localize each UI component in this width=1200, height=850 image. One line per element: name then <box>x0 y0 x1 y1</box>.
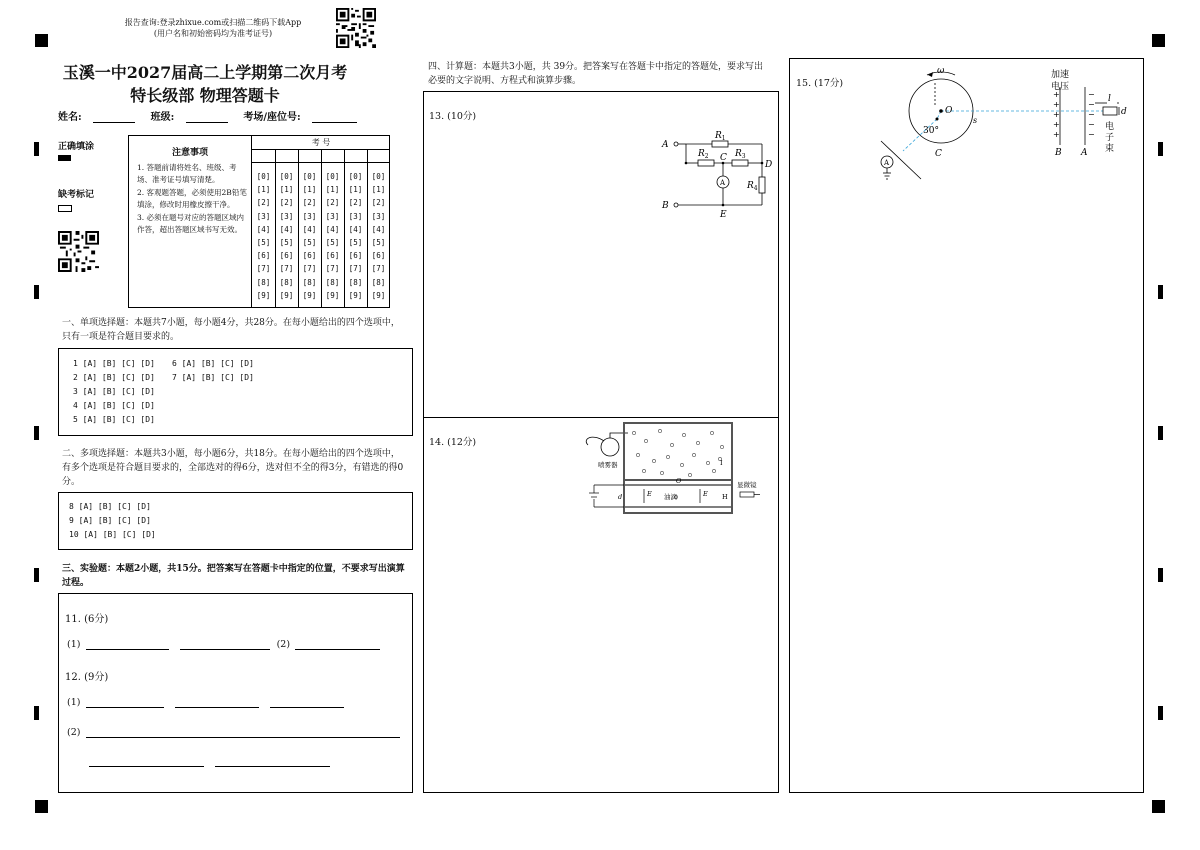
exam-number-heading: 考 号 <box>252 136 390 150</box>
node-label-b: B <box>662 201 669 211</box>
notice-item: 3. 必须在题号对应的答题区域内作答，超出答题区域书写无效。 <box>137 213 245 234</box>
section4-intro: 四、计算题：本题共3小题，共 39分。把答案写在答题卡中指定的答题处，要求写出必要的文字说明、方程式和演算步骤。 <box>428 62 764 86</box>
section2-intro: 二、多项选择题：本题共3小题，每小题6分，共18分。在每小题给出的四个选项中，有多个选项是符合题目要求的，全部选对的得6分，选对但不全的得3分，有错选的得0分。 <box>62 449 404 487</box>
timing-mark <box>1158 426 1163 440</box>
q15-answer-box[interactable] <box>789 58 1144 793</box>
svg-text:+: + <box>1053 120 1060 129</box>
multi-choice-column <box>69 500 156 542</box>
plate-b-label: B <box>1055 148 1062 158</box>
correct-fill-label: 正确填涂 <box>58 142 95 152</box>
q12-blank[interactable] <box>215 756 330 767</box>
resistor-r3-label: $R_3$ <box>735 149 746 160</box>
timing-mark <box>34 568 39 582</box>
corner-mark-tl <box>35 34 48 47</box>
q12-label: 12. (9分) <box>65 672 109 683</box>
choice-row[interactable]: 4 [A] [B] [C] [D] <box>73 401 155 410</box>
point-c-label: C <box>935 149 942 159</box>
electron-beam-label-2: 子 <box>1105 133 1115 143</box>
plate-label-h: H <box>722 493 728 501</box>
corner-mark-tr <box>1152 34 1165 47</box>
correct-fill-example <box>58 155 71 161</box>
svg-text:−: − <box>1088 110 1095 119</box>
class-label: 班级: <box>150 112 175 123</box>
seat-label: 考场/座位号: <box>243 112 301 123</box>
experiment-answer-box <box>58 593 413 793</box>
class-field[interactable] <box>186 112 228 123</box>
q12-blank[interactable] <box>89 756 204 767</box>
svg-text:+: + <box>1053 130 1060 139</box>
node-label-c: C <box>720 153 727 163</box>
q11-blank[interactable] <box>86 639 169 650</box>
student-info-row <box>58 108 357 123</box>
choice-row[interactable]: 8 [A] [B] [C] [D] <box>69 502 151 511</box>
multi-choice-box <box>58 492 413 550</box>
length-l-label: l <box>1108 94 1111 104</box>
q12-part2-answers: (2) <box>67 727 400 738</box>
q12-blank[interactable] <box>270 697 344 708</box>
q12-part1-answers: (1) <box>67 697 344 708</box>
timing-mark <box>34 285 39 299</box>
q13-label: 13. (10分) <box>429 111 477 122</box>
name-field[interactable] <box>93 112 135 123</box>
notice-list <box>137 162 251 236</box>
width-d-label: d <box>1121 107 1127 117</box>
q12-part2-extra <box>89 756 330 767</box>
q14-answer-box[interactable] <box>423 417 779 793</box>
accel-voltage-label-2: 电压 <box>1051 82 1070 92</box>
microscope-label: 显微镜 <box>737 481 757 489</box>
region-label: I <box>720 459 723 467</box>
q15-electron-disk-diagram <box>875 63 1140 193</box>
timing-mark <box>1158 142 1163 156</box>
angle-label: 30° <box>923 126 939 136</box>
resistor-r2-label: $R_2$ <box>698 149 709 160</box>
choice-row[interactable]: 6 [A] [B] [C] [D] <box>172 359 254 368</box>
plate-a-label: A <box>1081 148 1088 158</box>
q13-answer-box[interactable] <box>423 91 779 418</box>
svg-text:+: + <box>1053 110 1060 119</box>
sprayer-label: 喷雾器 <box>598 461 618 469</box>
timing-mark <box>1158 568 1163 582</box>
choice-row[interactable]: 9 [A] [B] [C] [D] <box>69 516 151 525</box>
choice-row[interactable]: 2 [A] [B] [C] [D] <box>73 373 155 382</box>
q14-oil-drop-apparatus <box>574 421 779 516</box>
timing-mark <box>1158 706 1163 720</box>
resistor-r4-label: $R_4$ <box>747 181 758 192</box>
resistor-r1-label: $R_1$ <box>715 131 726 142</box>
single-choice-left-column <box>73 357 155 427</box>
q11-label: 11. (6分) <box>65 614 109 625</box>
corner-mark-bl <box>35 800 48 813</box>
hole-label: O <box>676 477 682 485</box>
section1-intro: 一、单项选择题：本题共7小题，每小题4分，共28分。在每小题给出的四个选项中，只有一项是符合题目要求的。 <box>62 318 400 342</box>
section3-intro: 三、实验题：本题2小题，共15分。把答案写在答题卡中指定的位置，不要求写出演算过程。 <box>62 564 405 588</box>
ammeter-label: A <box>884 159 890 167</box>
svg-text:−: − <box>1088 120 1095 129</box>
svg-text:−: − <box>1088 100 1095 109</box>
page-title: 玉溪一中2027届高二上学期第二次月考 特长级部 物理答题卡 <box>62 63 348 105</box>
single-choice-right-column <box>172 357 254 385</box>
single-choice-box <box>58 348 413 436</box>
electron-beam-label-3: 束 <box>1105 144 1115 154</box>
q13-circuit-diagram <box>654 125 774 220</box>
node-label-d: D <box>765 160 773 170</box>
q11-blank[interactable] <box>295 639 380 650</box>
timing-mark <box>34 706 39 720</box>
center-label: O <box>945 106 953 116</box>
q12-blank[interactable] <box>86 727 400 738</box>
q12-blank[interactable] <box>86 697 164 708</box>
plate-distance-label: d <box>618 493 623 501</box>
absent-label: 缺考标记 <box>58 190 95 200</box>
node-label-a: A <box>662 140 669 150</box>
timing-mark <box>34 142 39 156</box>
notice-item: 1. 答题前请将姓名、班级、考场、准考证号填写清楚。 <box>137 163 237 184</box>
q15-label: 15. (17分) <box>796 78 844 89</box>
exam-number-bubbles[interactable]: [0] [0] [0] [0] [0] [0] [1] [1] [1] [1] [1] [1] [2] [2] [2] [2] [2] [2] [3] [3] [3] [3] [3] [3] [4] [4] [4] [4] [4] [4] [5] [5] [5] [5] [5] [5] [6] [6] [6] [6] [6] [6] [7] [7] [7] [7] [7] [7] [8] [8] [8] [8] [8] [8] [9] [9] [9] [9] [9] [9] <box>256 172 386 300</box>
omega-label: ω <box>937 66 945 76</box>
field-label-left: E <box>647 490 652 498</box>
svg-text:+: + <box>1053 90 1060 99</box>
svg-text:+: + <box>1053 100 1060 109</box>
absent-checkbox[interactable] <box>58 205 72 212</box>
timing-mark <box>1158 285 1163 299</box>
q11-blank[interactable] <box>180 639 270 650</box>
electron-beam-label-1: 电 <box>1105 122 1115 132</box>
name-label: 姓名: <box>58 112 82 123</box>
timing-mark <box>34 426 39 440</box>
choice-row[interactable]: 7 [A] [B] [C] [D] <box>172 373 254 382</box>
node-label-e: E <box>720 210 727 220</box>
qr-code[interactable] <box>336 8 376 48</box>
q14-label: 14. (12分) <box>429 437 477 448</box>
exam-number-grid <box>251 136 390 307</box>
seat-field[interactable] <box>312 112 357 123</box>
notice-exam-number-box <box>128 135 390 308</box>
accel-voltage-label-1: 加速 <box>1051 70 1070 80</box>
choice-row[interactable]: 10 [A] [B] [C] [D] <box>69 530 156 539</box>
distance-s-label: s <box>973 116 978 125</box>
choice-row[interactable]: 1 [A] [B] [C] [D] <box>73 359 155 368</box>
ammeter-label: A <box>720 179 726 187</box>
svg-text:−: − <box>1088 130 1095 139</box>
student-qr-code <box>58 231 99 272</box>
choice-row[interactable]: 3 [A] [B] [C] [D] <box>73 387 155 396</box>
choice-row[interactable]: 5 [A] [B] [C] [D] <box>73 415 155 424</box>
svg-text:−: − <box>1088 90 1095 99</box>
field-label-right: E <box>703 490 708 498</box>
notice-heading: 注意事项 <box>171 148 208 158</box>
notice-item: 2. 客观题答题，必须使用2B铅笔填涂，修改时用橡皮擦干净。 <box>137 188 247 209</box>
q12-blank[interactable] <box>175 697 259 708</box>
corner-mark-br <box>1152 800 1165 813</box>
oil-drop-label: 油滴 <box>664 493 677 501</box>
q11-answers: (1) (2) <box>67 639 380 650</box>
report-query-text: 报告查询:登录zhixue.com或扫描二维码下载App (用户名和初始密码均为准考证号) <box>124 18 302 38</box>
